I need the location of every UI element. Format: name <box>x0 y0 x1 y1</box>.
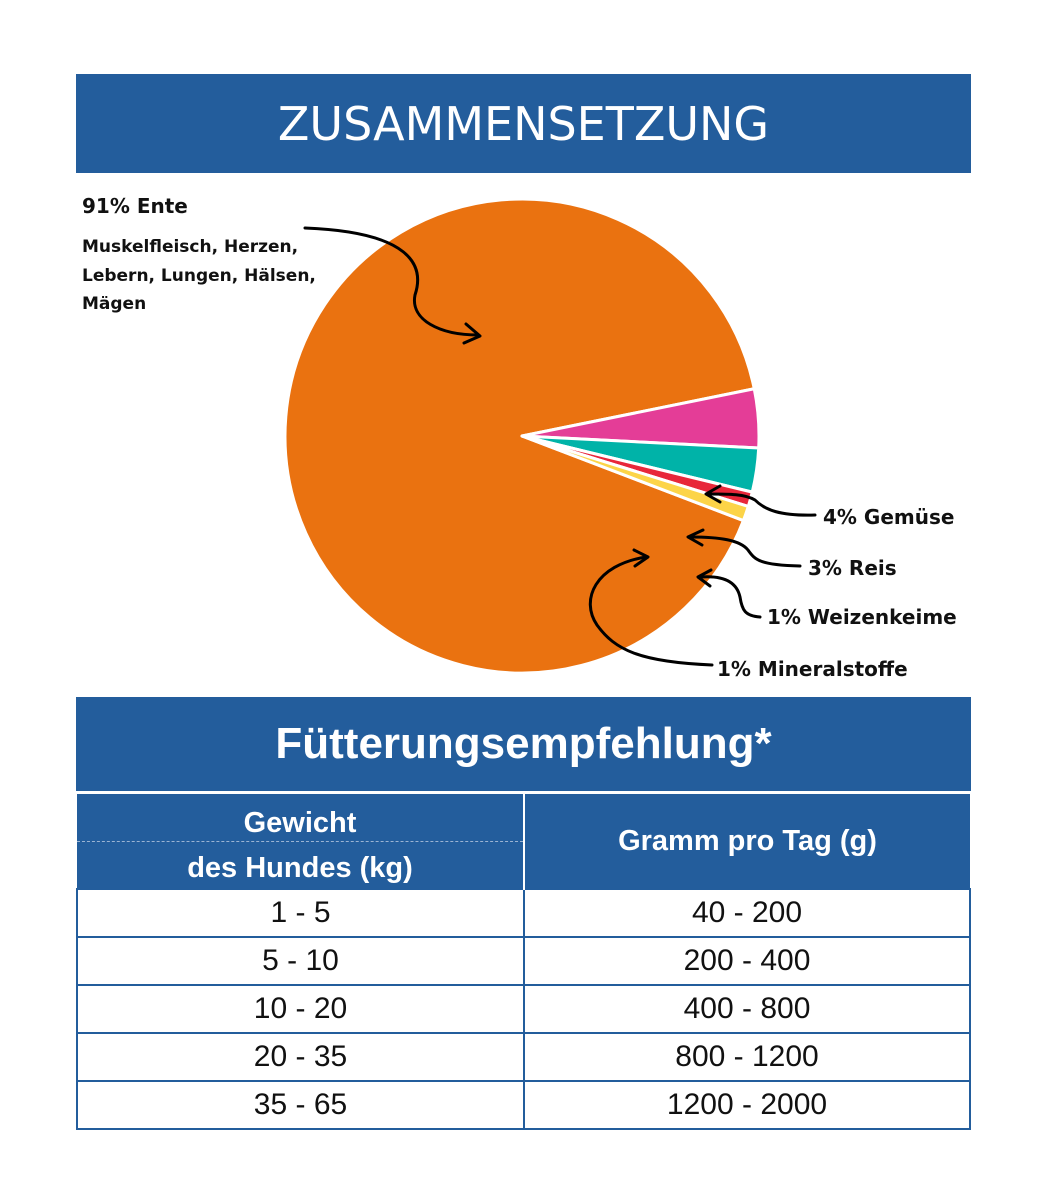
weight-cell: 35 - 65 <box>77 1081 524 1129</box>
table-row <box>77 889 970 937</box>
note-ente-3: Mägen <box>82 294 147 314</box>
label-mineralstoffe: 1% Mineralstoffe <box>717 657 908 681</box>
table-header-row <box>77 793 970 890</box>
label-reis: 3% Reis <box>808 556 897 580</box>
grams-cell: 400 - 800 <box>524 985 970 1033</box>
grams-cell: 40 - 200 <box>524 889 970 937</box>
grams-cell: 1200 - 2000 <box>524 1081 970 1129</box>
label-ente: 91% Ente <box>82 194 188 218</box>
table-row <box>77 937 970 985</box>
weight-column-header <box>77 793 524 890</box>
grams-cell: 200 - 400 <box>524 937 970 985</box>
page-title: ZUSAMMENSETZUNG <box>277 96 770 151</box>
weight-cell: 1 - 5 <box>77 889 524 937</box>
grams-column-header: Gramm pro Tag (g) <box>524 793 970 890</box>
feeding-table-panel <box>76 697 971 1130</box>
weight-cell: 5 - 10 <box>77 937 524 985</box>
weight-header-line2: des Hundes (kg) <box>187 851 413 884</box>
table-row <box>77 1081 970 1129</box>
note-ente-1: Muskelfleisch, Herzen, <box>82 237 299 257</box>
table-row <box>77 985 970 1033</box>
label-gemuese: 4% Gemüse <box>823 505 955 529</box>
weight-header-line1: Gewicht <box>77 795 523 842</box>
weight-cell: 10 - 20 <box>77 985 524 1033</box>
grams-cell: 800 - 1200 <box>524 1033 970 1081</box>
feeding-table <box>76 791 971 1130</box>
note-ente-2: Lebern, Lungen, Hälsen, <box>82 266 316 286</box>
weight-cell: 20 - 35 <box>77 1033 524 1081</box>
label-weizenkeime: 1% Weizenkeime <box>767 605 957 629</box>
table-row <box>77 1033 970 1081</box>
feeding-title: Fütterungsempfehlung* <box>76 697 971 791</box>
